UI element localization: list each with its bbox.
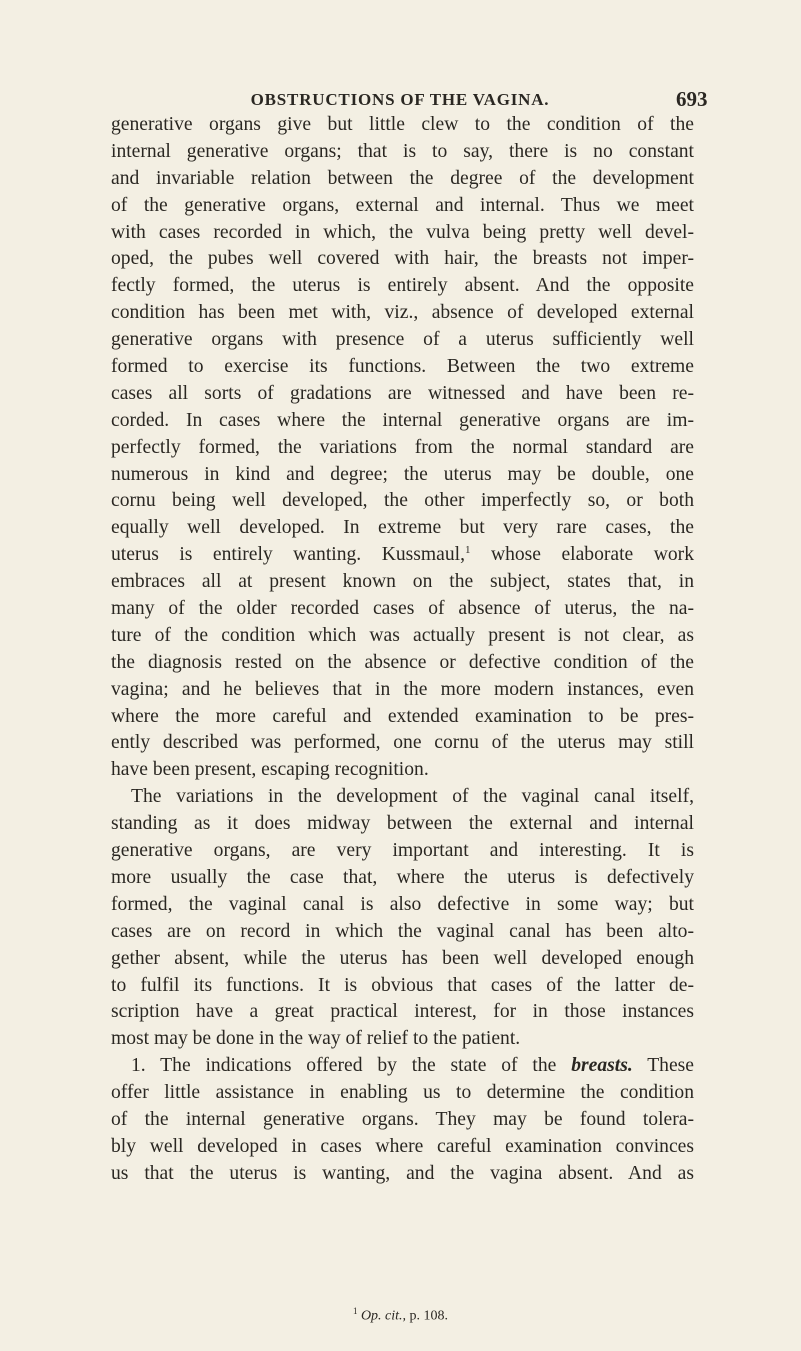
text-line: formed to exercise its functions. Between the two extreme	[111, 356, 694, 378]
footnote-marker: 1	[352, 1306, 358, 1316]
text-line: and invariable relation between the degree of the development	[111, 167, 694, 189]
text-line: condition has been met with, viz., absence of developed external	[111, 302, 694, 324]
text-segment: These	[647, 1055, 694, 1077]
text-line: where the more careful and extended examination to be pres-	[111, 705, 694, 727]
footnote-page: p. 108.	[409, 1308, 449, 1324]
text-line: The variations in the development of the vaginal canal itself,	[131, 786, 694, 808]
text-line: ently described was performed, one cornu of the uterus may still	[111, 732, 694, 754]
text-line: vagina; and he believes that in the more modern instances, even	[111, 678, 694, 700]
footnote	[0, 1306, 801, 1325]
text-line: scription have a great practical interest, for in those instances	[111, 1001, 694, 1023]
text-line: ture of the condition which was actually present is not clear, as	[111, 624, 694, 646]
text-line: oped, the pubes well covered with hair, the breasts not imper-	[111, 248, 694, 270]
text-line: equally well developed. In extreme but very rare cases, the	[111, 517, 694, 539]
text-line: embraces all at present known on the subject, states that, in	[111, 571, 694, 593]
text-line: with cases recorded in which, the vulva being pretty well devel-	[111, 221, 694, 243]
text-line: standing as it does midway between the external and internal	[111, 813, 694, 835]
text-line: of the generative organs, external and internal. Thus we meet	[111, 194, 694, 216]
text-segment: whose elaborate work	[490, 544, 694, 566]
text-line: generative organs give but little clew to the condition of the	[111, 114, 694, 135]
text-line: have been present, escaping recognition.	[111, 759, 429, 781]
text-line: many of the older recorded cases of absence of uterus, the na-	[111, 598, 694, 620]
text-line: us that the uterus is wanting, and the vagina absent. And as	[111, 1162, 694, 1184]
text-line: perfectly formed, the variations from the normal standard are	[111, 436, 694, 458]
footnote-reference: 1	[464, 544, 471, 557]
text-line: gether absent, while the uterus has been well developed enough	[111, 947, 694, 969]
text-line: offer little assistance in enabling us to determine the condition	[111, 1082, 694, 1104]
running-head: OBSTRUCTIONS OF THE VAGINA.	[250, 90, 550, 109]
text-line-kussmaul	[111, 542, 694, 569]
text-line: bly well developed in cases where careful examination convinces	[111, 1135, 694, 1157]
text-line: generative organs, are very important and interesting. It is	[111, 840, 694, 862]
text-line-breasts	[111, 1053, 694, 1080]
footnote-citation: Op. cit.,	[360, 1308, 407, 1324]
text-line: cases all sorts of gradations are witnessed and have been re-	[111, 382, 694, 404]
text-line: more usually the case that, where the uterus is defectively	[111, 866, 694, 888]
text-line: generative organs with presence of a uterus sufficiently well	[111, 329, 694, 351]
text-line: internal generative organs; that is to say, there is no constant	[111, 140, 694, 162]
text-line: formed, the vaginal canal is also defective in some way; but	[111, 893, 694, 915]
text-line: corded. In cases where the internal generative organs are im-	[111, 409, 694, 431]
text-line: cornu being well developed, the other imperfectly so, or both	[111, 490, 694, 512]
author-name: Kussmaul,	[381, 544, 465, 566]
text-line: most may be done in the way of relief to the patient.	[111, 1028, 521, 1050]
body-text	[111, 112, 694, 1188]
page-number: 693	[676, 87, 708, 111]
text-line: cases are on record in which the vaginal canal has been alto-	[111, 920, 694, 942]
text-segment: uterus is entirely wanting.	[111, 544, 362, 566]
text-line: to fulfil its functions. It is obvious that cases of the latter de-	[111, 974, 694, 996]
text-segment: 1. The indications offered by the state of the	[131, 1055, 557, 1077]
text-line: of the internal generative organs. They may be found tolera-	[111, 1108, 694, 1130]
text-line: fectly formed, the uterus is entirely absent. And the opposite	[111, 275, 694, 297]
emphasis-breasts: breasts.	[571, 1055, 633, 1077]
text-line: the diagnosis rested on the absence or defective condition of the	[111, 651, 694, 673]
text-line: numerous in kind and degree; the uterus may be double, one	[111, 463, 694, 485]
